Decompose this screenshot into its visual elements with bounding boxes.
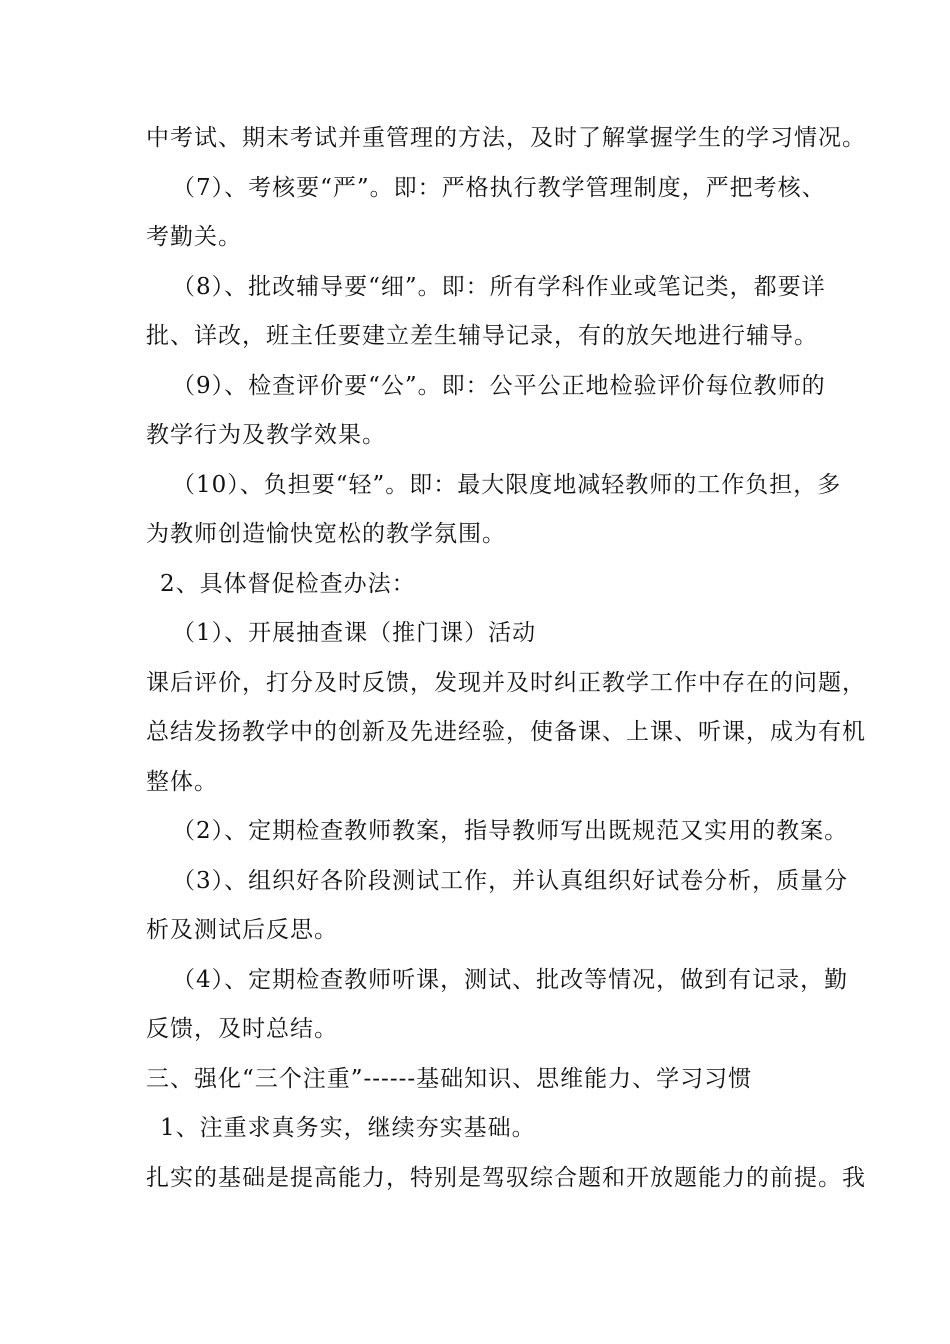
text-line: 批、详改，班主任要建立差生辅导记录，有的放矢地进行辅导。	[146, 323, 818, 349]
text-line: （3）、组织好各阶段测试工作，并认真组织好试卷分析，质量分	[172, 868, 849, 894]
text-line: （1）、开展抽查课（推门课）活动	[172, 620, 537, 646]
section-heading: 2、具体督促检查办法：	[160, 571, 416, 597]
text-line: 考勤关。	[146, 224, 242, 250]
section-heading: 三、强化“三个注重”------基础知识、思维能力、学习习惯	[146, 1066, 753, 1092]
text-line: 教学行为及教学效果。	[146, 422, 386, 448]
text-line: （7）、考核要“严”。即：严格执行教学管理制度，严把考核、	[172, 175, 826, 201]
text-line: 为教师创造愉快宽松的教学氛围。	[146, 521, 506, 547]
text-line: （8）、批改辅导要“细”。即：所有学科作业或笔记类，都要详	[172, 274, 826, 300]
text-line: 反馈，及时总结。	[146, 1016, 338, 1042]
text-line: 总结发扬教学中的创新及先进经验，使备课、上课、听课，成为有机	[146, 719, 866, 745]
text-line: 析及测试后反思。	[146, 917, 338, 943]
text-line: （9）、检查评价要“公”。即：公平公正地检验评价每位教师的	[172, 373, 826, 399]
section-heading: 1、注重求真务实，继续夯实基础。	[160, 1115, 536, 1141]
text-line: （10）、负担要“轻”。即：最大限度地减轻教师的工作负担，多	[172, 472, 842, 498]
text-line: （2）、定期检查教师教案，指导教师写出既规范又实用的教案。	[172, 818, 849, 844]
text-line: （4）、定期检查教师听课，测试、批改等情况，做到有记录，勤	[172, 967, 849, 993]
text-line: 中考试、期末考试并重管理的方法，及时了解掌握学生的学习情况。	[146, 125, 866, 151]
text-line: 扎实的基础是提高能力，特别是驾驭综合题和开放题能力的前提。我	[146, 1165, 866, 1191]
text-line: 整体。	[146, 769, 218, 795]
text-line: 课后评价，打分及时反馈，发现并及时纠正教学工作中存在的问题，	[146, 670, 866, 696]
